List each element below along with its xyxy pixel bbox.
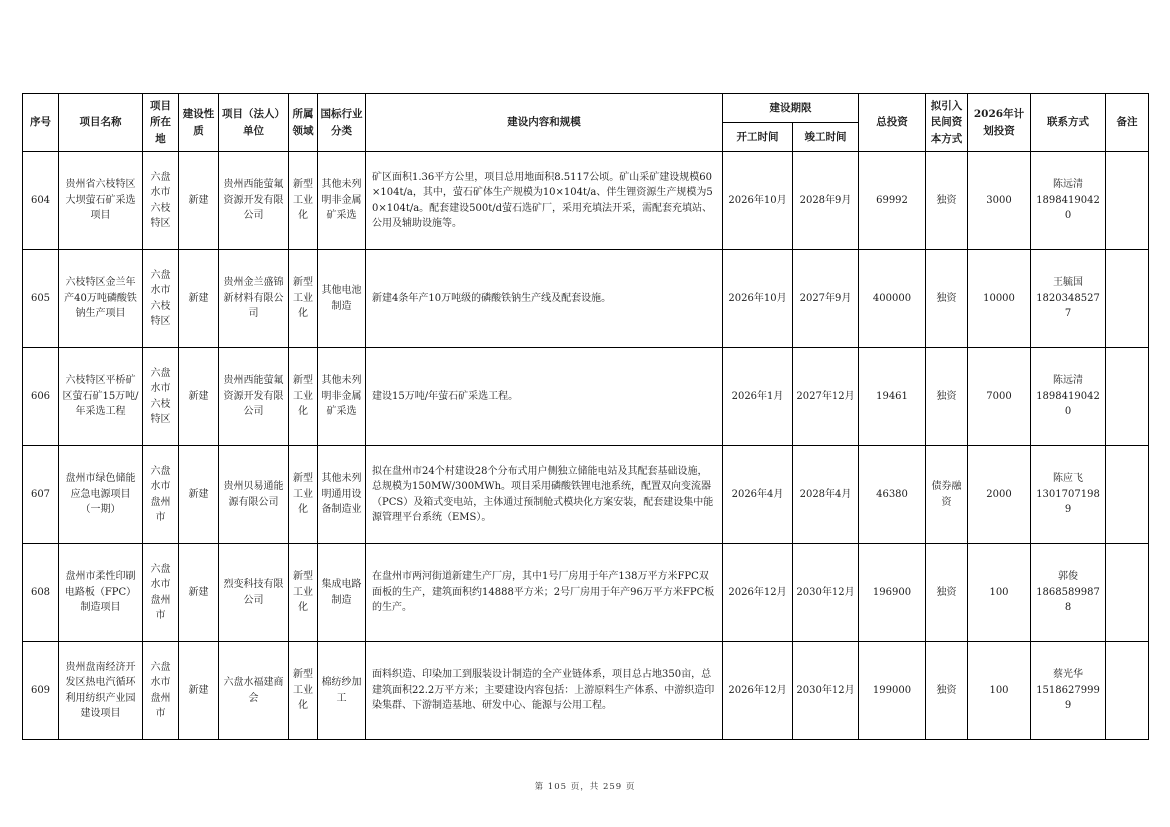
cell-location: 六盘水市盘州市: [143, 446, 179, 544]
table-row: [23, 348, 1149, 446]
cell-field: 新型工业化: [289, 544, 318, 642]
cell-total-investment: 19461: [859, 348, 926, 446]
header-capital-method: 拟引入民间资本方式: [926, 94, 968, 152]
header-industry: 国标行业分类: [318, 94, 366, 152]
cell-capital-method: 独资: [926, 642, 968, 740]
cell-total-investment: 69992: [859, 152, 926, 250]
cell-start-time: 2026年10月: [723, 250, 793, 348]
cell-capital-method: 债券融资: [926, 446, 968, 544]
cell-remark: [1106, 348, 1149, 446]
cell-project-name: 贵州省六枝特区大坝萤石矿采选项目: [59, 152, 143, 250]
cell-total-investment: 46380: [859, 446, 926, 544]
cell-content: 新建4条年产10万吨级的磷酸铁钠生产线及配套设施。: [366, 250, 723, 348]
cell-plan-2026: 3000: [968, 152, 1031, 250]
cell-start-time: 2026年4月: [723, 446, 793, 544]
header-entity: 项目（法人）单位: [219, 94, 289, 152]
contact-name: 王毓国: [1053, 277, 1083, 289]
cell-entity: 贵州贝易通能源有限公司: [219, 446, 289, 544]
cell-location: 六盘水市六枝特区: [143, 152, 179, 250]
cell-industry: 其他未列明非金属矿采选: [318, 152, 366, 250]
contact-phone: 13017071989: [1036, 488, 1100, 516]
page-number-indicator: 第 105 页，共 259 页: [534, 782, 636, 792]
header-content: 建设内容和规模: [366, 94, 723, 152]
cell-location: 六盘水市盘州市: [143, 642, 179, 740]
contact-name: 陈应飞: [1053, 473, 1083, 485]
table-header: [23, 94, 1149, 152]
cell-nature: 新建: [179, 544, 219, 642]
cell-capital-method: 独资: [926, 348, 968, 446]
cell-field: 新型工业化: [289, 446, 318, 544]
table-row: [23, 250, 1149, 348]
contact-phone: 18984190420: [1036, 390, 1100, 418]
cell-plan-2026: 100: [968, 642, 1031, 740]
cell-industry: 其他未列明非金属矿采选: [318, 348, 366, 446]
cell-plan-2026: 2000: [968, 446, 1031, 544]
contact-name: 蔡光华: [1053, 669, 1083, 681]
cell-remark: [1106, 446, 1149, 544]
cell-remark: [1106, 152, 1149, 250]
table-body: [23, 152, 1149, 740]
cell-start-time: 2026年12月: [723, 544, 793, 642]
cell-end-time: 2028年4月: [793, 446, 859, 544]
cell-contact: [1031, 348, 1106, 446]
cell-entity: 贵州西能萤氟资源开发有限公司: [219, 348, 289, 446]
cell-contact: [1031, 152, 1106, 250]
cell-nature: 新建: [179, 348, 219, 446]
cell-field: 新型工业化: [289, 348, 318, 446]
cell-serial: 605: [23, 250, 59, 348]
cell-content: 面料织造、印染加工到服装设计制造的全产业链体系，项目总占地350亩，总建筑面积22.2万平方米；主要建设内容包括：上游原料生产体系、中游织造印染集群、下游制造基地、研发中心、能源与公用工程。: [366, 642, 723, 740]
cell-nature: 新建: [179, 446, 219, 544]
header-remark: 备注: [1106, 94, 1149, 152]
cell-entity: 烈变科技有限公司: [219, 544, 289, 642]
cell-plan-2026: 10000: [968, 250, 1031, 348]
table-row: [23, 544, 1149, 642]
cell-serial: 608: [23, 544, 59, 642]
cell-serial: 609: [23, 642, 59, 740]
cell-end-time: 2028年9月: [793, 152, 859, 250]
cell-content: 矿区面积1.36平方公里，项目总用地面积8.5117公顷。矿山采矿建设规模60×104t/a，其中，萤石矿体生产规模为10×104t/a、伴生锂资源生产规模为50×104t/a。配套建设500t/d萤石选矿厂，采用充填法开采，需配套充填站、公用及辅助设施等。: [366, 152, 723, 250]
cell-contact: [1031, 544, 1106, 642]
cell-content: 建设15万吨/年萤石矿采选工程。: [366, 348, 723, 446]
contact-phone: 18984190420: [1036, 194, 1100, 222]
contact-name: 陈远清: [1053, 179, 1083, 191]
cell-field: 新型工业化: [289, 152, 318, 250]
cell-serial: 607: [23, 446, 59, 544]
cell-start-time: 2026年12月: [723, 642, 793, 740]
project-table: [22, 93, 1149, 740]
cell-field: 新型工业化: [289, 250, 318, 348]
header-period-group: 建设期限: [723, 94, 859, 123]
header-nature: 建设性质: [179, 94, 219, 152]
cell-plan-2026: 100: [968, 544, 1031, 642]
cell-content: 拟在盘州市24个村建设28个分布式用户侧独立储能电站及其配套基础设施，总规模为150MW/300MWh。项目采用磷酸铁锂电池系统，配置双向变流器（PCS）及箱式变电站，主体通过预制舱式模块化方案安装，配套建设集中能源管理平台系统（EMS）。: [366, 446, 723, 544]
cell-entity: 贵州西能萤氟资源开发有限公司: [219, 152, 289, 250]
cell-project-name: 盘州市柔性印刷电路板（FPC）制造项目: [59, 544, 143, 642]
header-total-investment: 总投资: [859, 94, 926, 152]
cell-entity: 六盘水福建商会: [219, 642, 289, 740]
cell-location: 六盘水市六枝特区: [143, 348, 179, 446]
cell-project-name: 盘州市绿色储能应急电源项目（一期）: [59, 446, 143, 544]
table-row: [23, 152, 1149, 250]
cell-end-time: 2030年12月: [793, 544, 859, 642]
cell-nature: 新建: [179, 152, 219, 250]
cell-end-time: 2027年12月: [793, 348, 859, 446]
cell-contact: [1031, 250, 1106, 348]
cell-location: 六盘水市盘州市: [143, 544, 179, 642]
cell-end-time: 2030年12月: [793, 642, 859, 740]
cell-location: 六盘水市六枝特区: [143, 250, 179, 348]
contact-phone: 18203485277: [1036, 292, 1100, 320]
header-location: 项目所在地: [143, 94, 179, 152]
cell-remark: [1106, 642, 1149, 740]
cell-plan-2026: 7000: [968, 348, 1031, 446]
cell-capital-method: 独资: [926, 544, 968, 642]
header-contact: 联系方式: [1031, 94, 1106, 152]
contact-name: 陈远清: [1053, 375, 1083, 387]
cell-capital-method: 独资: [926, 152, 968, 250]
cell-project-name: 六枝特区金兰年产40万吨磷酸铁钠生产项目: [59, 250, 143, 348]
contact-phone: 18685899878: [1036, 586, 1100, 614]
cell-serial: 606: [23, 348, 59, 446]
contact-phone: 15186279999: [1036, 684, 1100, 712]
contact-name: 郭俊: [1058, 571, 1078, 583]
cell-content: 在盘州市两河街道新建生产厂房，其中1号厂房用于年产138万平方米FPC双面板的生产，建筑面积约14888平方米；2号厂房用于年产96万平方米FPC板的生产。: [366, 544, 723, 642]
cell-project-name: 六枝特区平桥矿区萤石矿15万吨/年采选工程: [59, 348, 143, 446]
header-end-time: 竣工时间: [793, 123, 859, 152]
cell-industry: 棉纺纱加工: [318, 642, 366, 740]
cell-start-time: 2026年10月: [723, 152, 793, 250]
header-project-name: 项目名称: [59, 94, 143, 152]
cell-nature: 新建: [179, 642, 219, 740]
cell-entity: 贵州金兰盛锦新材料有限公司: [219, 250, 289, 348]
cell-contact: [1031, 642, 1106, 740]
header-start-time: 开工时间: [723, 123, 793, 152]
cell-total-investment: 199000: [859, 642, 926, 740]
cell-remark: [1106, 250, 1149, 348]
header-field: 所属领域: [289, 94, 318, 152]
cell-field: 新型工业化: [289, 642, 318, 740]
table-row: [23, 446, 1149, 544]
cell-total-investment: 400000: [859, 250, 926, 348]
cell-start-time: 2026年1月: [723, 348, 793, 446]
cell-end-time: 2027年9月: [793, 250, 859, 348]
table-row: [23, 642, 1149, 740]
header-plan-2026: 2026年计划投资: [968, 94, 1031, 152]
header-serial: 序号: [23, 94, 59, 152]
cell-industry: 其他电池制造: [318, 250, 366, 348]
cell-serial: 604: [23, 152, 59, 250]
cell-nature: 新建: [179, 250, 219, 348]
cell-remark: [1106, 544, 1149, 642]
cell-industry: 集成电路制造: [318, 544, 366, 642]
cell-project-name: 贵州盘南经济开发区热电汽循环利用纺织产业园建设项目: [59, 642, 143, 740]
cell-total-investment: 196900: [859, 544, 926, 642]
cell-capital-method: 独资: [926, 250, 968, 348]
cell-industry: 其他未列明通用设备制造业: [318, 446, 366, 544]
cell-contact: [1031, 446, 1106, 544]
